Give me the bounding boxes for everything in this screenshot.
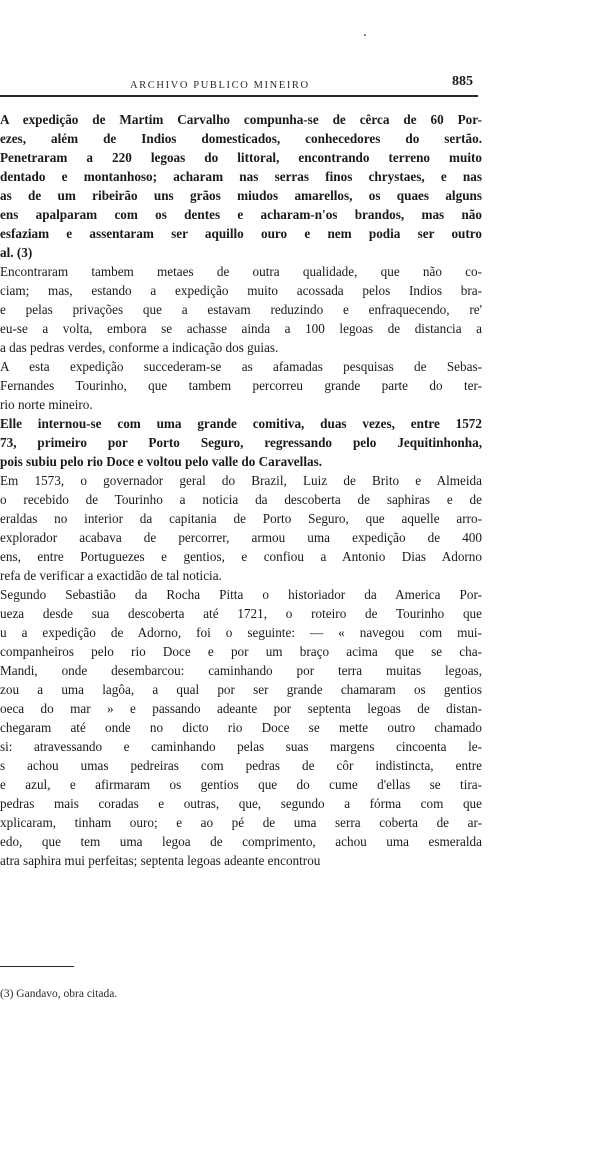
text-line: s achou umas pedreiras com pedras de côr indistincta, entre xyxy=(0,758,482,773)
running-head: ARCHIVO PUBLICO MINEIRO xyxy=(130,80,310,91)
text-line: e azul, e afirmaram os gentios que do cume d'ellas se tira- xyxy=(0,777,482,792)
text-line: e pelas privações que a estavam reduzindo e enfraquecendo, re' xyxy=(0,302,482,317)
text-line: u a expedição de Adorno, foi o seguinte: — « navegou com mui- xyxy=(0,625,482,640)
text-line: edo, que tem uma legoa de comprimento, achou uma esmeralda xyxy=(0,834,482,849)
text-line: ueza desde sua descoberta até 1721, o roteiro de Tourinho que xyxy=(0,606,482,621)
text-line: refa de verificar a exactidão de tal noticia. xyxy=(0,568,222,583)
text-line: 73, primeiro por Porto Seguro, regressando pelo Jequitinhonha, xyxy=(0,435,482,450)
text-line: Encontraram tambem metaes de outra qualidade, que não co- xyxy=(0,264,482,279)
paragraph xyxy=(0,471,482,585)
text-line: pedras mais coradas e outras, que, segundo a fórma com que xyxy=(0,796,482,811)
text-line: ciam; mas, estando a expedição muito acossada pelos Indios bra- xyxy=(0,283,482,298)
text-line: eu-se a volta, embora se achasse ainda a 100 legoas de distancia a xyxy=(0,321,482,336)
page-header xyxy=(0,74,478,96)
footnote: (3) Gandavo, obra citada. xyxy=(0,988,118,1000)
text-line: pois subiu pelo rio Doce e voltou pelo valle do Caravellas. xyxy=(0,454,322,469)
footnote-rule xyxy=(0,966,74,967)
text-line: ezes, além de Indios domesticados, conhecedores do sertão. xyxy=(0,131,482,146)
text-line: esfaziam e assentaram ser aquillo ouro e nem podia ser outro xyxy=(0,226,482,241)
text-line: chegaram até onde no dicto rio Doce se mette outro chamado xyxy=(0,720,482,735)
header-rule xyxy=(0,95,478,97)
body-text xyxy=(0,110,482,870)
text-line: A expedição de Martim Carvalho compunha-se de cêrca de 60 Por- xyxy=(0,112,482,127)
text-line: si: atravessando e caminhando pelas suas margens cincoenta le- xyxy=(0,739,482,754)
paragraph xyxy=(0,414,482,471)
text-line: Em 1573, o governador geral do Brazil, Luiz de Brito e Almeida xyxy=(0,473,482,488)
text-line: o recebido de Tourinho a noticia da descoberta de saphiras e de xyxy=(0,492,482,507)
text-line: Mandi, onde desembarcou: caminhando por terra muitas legoas, xyxy=(0,663,482,678)
text-line: al. (3) xyxy=(0,245,33,260)
text-line: eraldas no interior da capitania de Porto Seguro, que aquelle arro- xyxy=(0,511,482,526)
text-line: a das pedras verdes, conforme a indicação dos guias. xyxy=(0,340,279,355)
text-line: zou a uma lagôa, a qual por ser grande chamaram os gentios xyxy=(0,682,482,697)
scan-speck xyxy=(364,34,366,36)
text-line: ens apalparam com os dentes e acharam-n'os brandos, mas não xyxy=(0,207,482,222)
text-line: Elle internou-se com uma grande comitiva, duas vezes, entre 1572 xyxy=(0,416,482,431)
text-line: rio norte mineiro. xyxy=(0,397,93,412)
text-line: atra saphira mui perfeitas; septenta legoas adeante encontrou xyxy=(0,853,321,868)
text-line: oeca do mar » e passando adeante por septenta legoas de distan- xyxy=(0,701,482,716)
text-line: explorador acabava de percorrer, armou uma expedição de 400 xyxy=(0,530,482,545)
text-line: xplicaram, tinham ouro; e ao pé de uma serra coberta de ar- xyxy=(0,815,482,830)
page-number: 885 xyxy=(452,74,473,89)
text-line: Penetraram a 220 legoas do littoral, encontrando terreno muito xyxy=(0,150,482,165)
text-line: Fernandes Tourinho, que tambem percorreu grande parte do ter- xyxy=(0,378,482,393)
text-line: Segundo Sebastião da Rocha Pitta o historiador da America Por- xyxy=(0,587,482,602)
paragraph xyxy=(0,110,482,262)
paragraph xyxy=(0,262,482,357)
text-line: ens, entre Portuguezes e gentios, e confiou a Antonio Dias Adorno xyxy=(0,549,482,564)
text-line: dentado e montanhoso; acharam nas serras finos chrystaes, e nas xyxy=(0,169,482,184)
paragraph xyxy=(0,585,482,870)
text-line: companheiros pelo rio Doce e por um braço acima que se cha- xyxy=(0,644,482,659)
paragraph xyxy=(0,357,482,414)
text-line: A esta expedição succederam-se as afamadas pesquisas de Sebas- xyxy=(0,359,482,374)
text-line: as de um ribeirão uns grãos miudos amarellos, os quaes alguns xyxy=(0,188,482,203)
